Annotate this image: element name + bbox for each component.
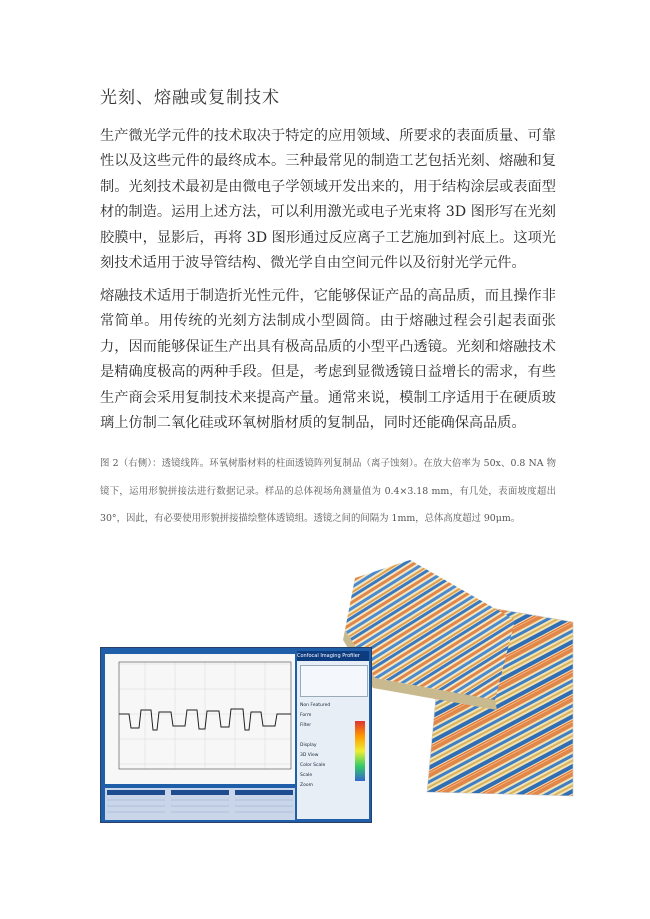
menu-item-3d-view: 3D View [300,753,319,758]
menu-item-display: Display [300,743,317,748]
measurement-tables [105,788,295,820]
section-title: 光刻、熔融或复制技术 [100,88,280,108]
menu-item-form: Form [300,713,312,718]
menu-item-scale: Scale [300,773,313,778]
settings-panel [297,651,369,819]
software-title: Confocal Imaging Profiler [297,651,369,661]
figure-lens-array [100,560,570,825]
menu-item-non-featured: Non Featured [300,703,331,708]
figure-caption: 图 2（右侧）：透镜线阵。环氧树脂材料的柱面透镜阵列复制品（离子蚀刻）。在放大倍率为 50x、0.8 NA 物镜下，运用形貌拼接法进行数据记录。样品的总体视场角测量值为 0.4×3.18 mm，有几处，表面坡度超出 30°，因此，有必要使用形貌拼接描绘整体透镜组。透镜之间的间隔为 1mm，总体高度超过 90μm。 [100,458,556,524]
paragraph-lithography: 生产微光学元件的技术取决于特定的应用领域、所要求的表面质量、可靠性以及这些元件的最终成本。三种最常见的制造工艺包括光刻、熔融和复制。光刻技术最初是由微电子学领域开发出来的，用于结构涂层或表面型材的制造。运用上述方法，可以利用激光或电子光束将 3D 图形写在光刻胶膜中，显影后，再将 3D 图形通过反应离子工艺施加到衬底上。这项光刻技术适用于波导管结构、微光学自由空间元件以及衍射光学元件。 [100,128,556,272]
paragraph-fusion: 熔融技术适用于制造折光性元件，它能够保证产品的高品质，而且操作非常简单。用传统的光刻方法制成小型圆筒。由于熔融过程会引起表面张力，因而能够保证生产出具有极高品质的小型平凸透镜。光刻和熔融技术是精确度极高的两种手段。但是，考虑到显微透镜日益增长的需求，有些生产商会采用复制技术来提高产量。通常来说，模制工序适用于在硬质玻璃上仿制二氧化硅或环氧树脂材质的复制品，同时还能确保高品质。 [100,288,556,432]
menu-item-zoom: Zoom [300,783,313,788]
menu-item-color-scale: Color Scale [300,763,326,768]
profiler-software-window [100,647,372,823]
menu-item-filter: Filter [300,723,312,728]
profile-plot [105,654,295,784]
